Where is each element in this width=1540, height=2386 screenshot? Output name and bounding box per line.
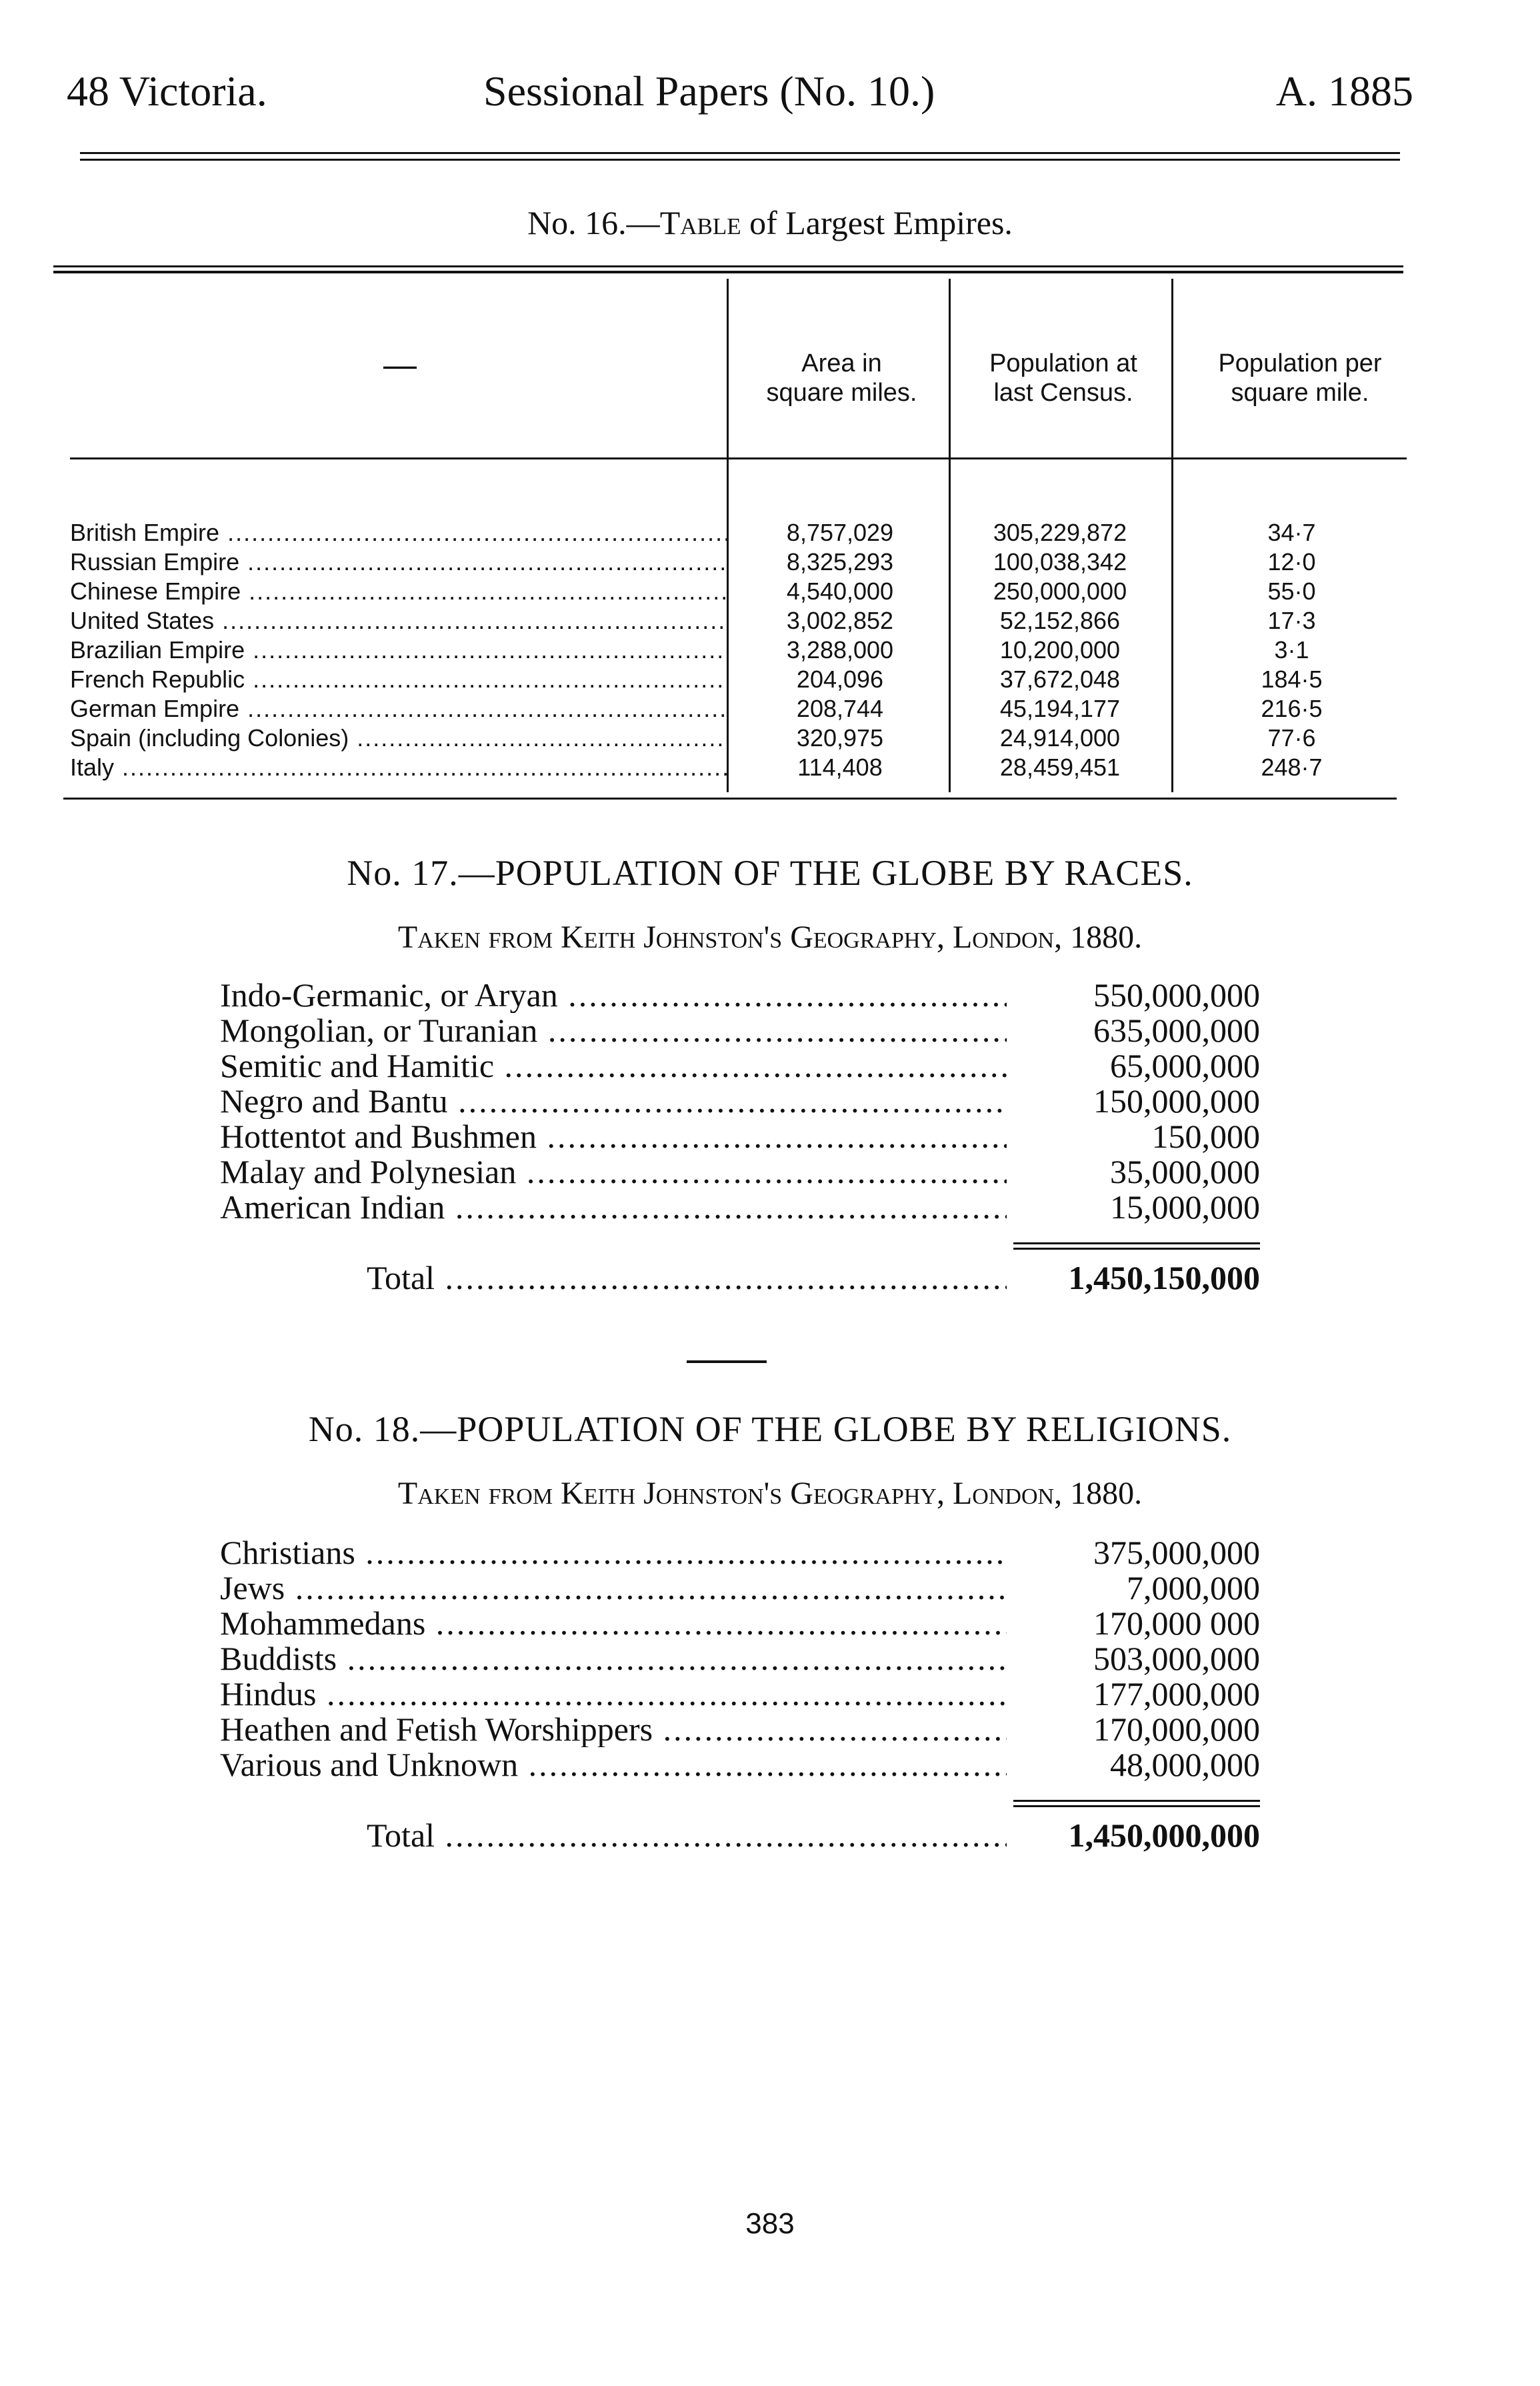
list-item: Various and Unknown ..... 48,000,000	[220, 1747, 1260, 1782]
table-row: Chinese Empire ..... 4,540,000 250,000,000 55·0	[70, 576, 1407, 607]
list-item: Mongolian, or Turanian ..... 635,000,000	[220, 1013, 1260, 1048]
list-item: Buddists ..... 503,000,000	[220, 1641, 1260, 1676]
header-rule-top	[80, 152, 1400, 154]
table16-header-density: Population per square mile.	[1218, 349, 1382, 407]
list-item: Semitic and Hamitic ..... 65,000,000	[220, 1048, 1260, 1084]
table16-header-population: Population at last Census.	[989, 349, 1137, 407]
races-source: Taken from Keith Johnston's Geography, London, 1880.	[397, 920, 1143, 955]
table16-rule-top-1	[53, 265, 1403, 267]
races-sum-rule-1	[1013, 1242, 1260, 1244]
list-item: Negro and Bantu ..... 150,000,000	[220, 1084, 1260, 1119]
races-total-row: Total ..... 1,450,150,000	[220, 1260, 1260, 1296]
table-row: Italy ..... 114,408 28,459,451 248·7	[70, 752, 1407, 783]
races-sum-rule-2	[1013, 1248, 1260, 1250]
list-item: Heathen and Fetish Worshippers ..... 170,000,000	[220, 1712, 1260, 1747]
races-list	[220, 978, 1260, 1304]
table16-header-rule	[70, 457, 1407, 459]
table16-rule-bottom	[63, 798, 1397, 800]
list-item: Indo-Germanic, or Aryan ..... 550,000,000	[220, 978, 1260, 1013]
header-rule-bottom	[80, 159, 1400, 161]
table-row: Brazilian Empire ..... 3,288,000 10,200,000 3·1	[70, 635, 1407, 666]
table-row: Russian Empire ..... 8,325,293 100,038,342 12·0	[70, 547, 1407, 577]
table-row: Spain (including Colonies) ..... 320,975 24,914,000 77·6	[70, 723, 1407, 754]
table16-header-area: Area in square miles.	[766, 349, 917, 407]
list-item: Christians ..... 375,000,000	[220, 1535, 1260, 1570]
list-item: Mohammedans ..... 170,000 000	[220, 1606, 1260, 1641]
religions-total-row: Total ..... 1,450,000,000	[220, 1818, 1260, 1853]
religions-sum-rule-1	[1013, 1800, 1260, 1802]
table16-corner-dash: —	[383, 346, 417, 383]
list-item: American Indian ..... 15,000,000	[220, 1190, 1260, 1225]
list-item: Hottentot and Bushmen ..... 150,000	[220, 1119, 1260, 1154]
religions-source: Taken from Keith Johnston's Geography, London, 1880.	[397, 1476, 1143, 1511]
running-head	[60, 67, 1413, 127]
header-year: A. 1885	[1275, 67, 1413, 115]
page-number: 383	[745, 2207, 795, 2240]
header-volume: 48 Victoria.	[67, 67, 267, 115]
table-row: United States ..... 3,002,852 52,152,866 17·3	[70, 606, 1407, 636]
table-row: French Republic ..... 204,096 37,672,048 184·5	[70, 664, 1407, 695]
list-item: Jews ..... 7,000,000	[220, 1570, 1260, 1606]
table16-rule-top-2	[53, 271, 1403, 273]
header-title: Sessional Papers (No. 10.)	[483, 67, 935, 115]
races-title: No. 17.—POPULATION OF THE GLOBE BY RACES.	[347, 853, 1193, 893]
religions-list	[220, 1535, 1260, 1862]
table-row: German Empire ..... 208,744 45,194,177 216·5	[70, 694, 1407, 724]
list-item: Malay and Polynesian ..... 35,000,000	[220, 1154, 1260, 1190]
list-item: Hindus ..... 177,000,000	[220, 1676, 1260, 1712]
table16-title: No. 16.—Table of Largest Empires.	[527, 204, 1013, 241]
religions-sum-rule-2	[1013, 1805, 1260, 1807]
religions-title: No. 18.—POPULATION OF THE GLOBE BY RELIGIONS.	[308, 1409, 1232, 1449]
largest-empires-table	[70, 279, 1407, 792]
section-separator	[687, 1360, 767, 1363]
table-row: British Empire ..... 8,757,029 305,229,872 34·7	[70, 517, 1407, 548]
